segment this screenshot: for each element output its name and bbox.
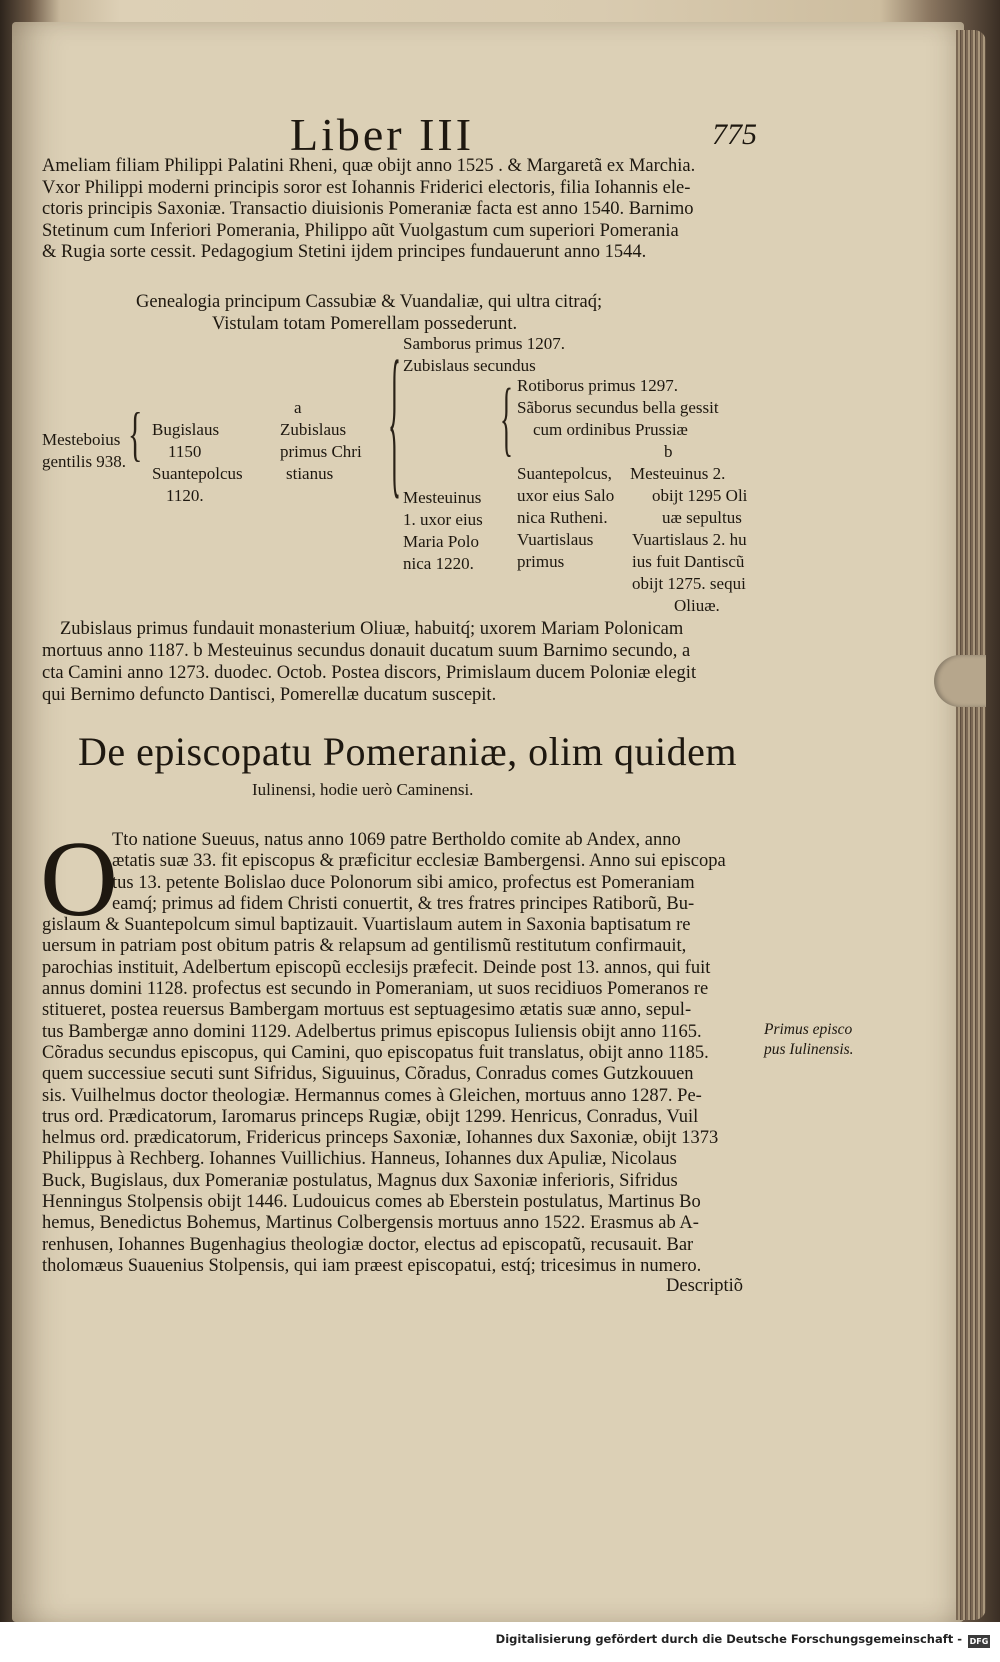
text-line: uersum in patriam post obitum patris & relapsum ad gentilismũ restitutum confirmauit, [42,936,687,957]
text-line: tus 13. petente Bolislao duce Polonorum sibi amico, profectus est Pomeraniam [112,872,695,893]
text-line: cta Camini anno 1273. duodec. Octob. Postea discors, Primislaum ducem Poloniæ elegit [42,663,697,683]
text-line: Tto natione Sueuus, natus anno 1069 patre Bertholdo comite ab Andex, anno [112,830,681,850]
gen-node: obijt 1275. sequi [632,574,746,593]
gen-node: Bugislaus [152,420,220,439]
dfg-logo: DFG [969,1637,989,1646]
gen-node: nica Rutheni. [517,508,608,527]
text-line: eamq́; primus ad fidem Christi conuertit, & tres fratres principes Ratiborũ, Bu- [112,893,695,914]
text-line: stitueret, postea reuersus Bambergam mortuus est septuagesimo ætatis suæ anno, sepul- [42,1000,692,1021]
margin-note-line: Primus episco [764,1021,853,1038]
gen-node: 1. uxor eius [403,510,483,529]
text-line: trus ord. Prædicatorum, Iaromarus princeps Rugiæ, obijt 1299. Henricus, Conradus, Vuil [42,1106,699,1127]
gen-node: 1150 [168,442,202,461]
gen-node: Zubislaus [280,420,347,439]
text-line: gislaum & Suantepolcum simul baptizauit. Vuartislaum autem in Saxonia baptisatum re [42,915,691,936]
gen-node: Maria Polo [403,532,480,551]
gen-root: Mesteboius [42,430,121,449]
gen-node: primus [517,552,565,571]
text-line: Ameliam filiam Philippi Palatini Rheni, quæ obijt anno 1525 . & Margaretã ex Marchia. [42,156,696,176]
text-line: tus Bambergæ anno domini 1129. Adelbertus primus episcopus Iuliensis obijt anno 1165. [42,1021,702,1042]
gen-root-date: gentilis 938. [42,452,127,471]
genealogy-title-2: Vistulam totam Pomerellam possederunt. [212,314,518,334]
text-line: parochias instituit, Adelbertum episcopũ ecclesijs præfecit. Deinde post 13. annos, qui fuit [42,957,711,978]
note-mark: b [664,442,673,461]
footer-credit: Digitalisierung gefördert durch die Deutsche Forschungsgemeinschaft - [495,1632,962,1646]
gen-node: uæ sepultus [662,508,742,527]
section-title: De episcopatu Pomeraniæ, olim quidem [78,729,737,774]
gen-node: primus Chri [280,442,362,461]
text-line: tholomæus Suauenius Stolpensis, qui iam præest episcopatui, estq́; tricesimus in numero. [42,1255,702,1276]
section-subtitle: Iulinensi, hodie uerò Caminensi. [252,780,474,799]
gen-node: cum ordinibus Prussiæ [533,420,688,439]
text-line: Henningus Stolpensis obijt 1446. Ludouicus comes ab Eberstein postulatus, Martinus Bo [42,1192,701,1213]
page-edges [956,30,986,1620]
text-line: annus domini 1128. profectus est secundo in Pomeraniam, ut suos recidiuos Pomeranos re [42,979,709,1000]
intro-paragraph [42,156,695,264]
note-mark: a [294,398,302,417]
margin-note [764,1020,854,1060]
text-line: Zubislaus primus fundauit monasterium Oliuæ, habuitq́; uxorem Mariam Polonicam [60,619,684,639]
book-tab [934,655,986,707]
text-line: ctoris principis Saxoniæ. Transactio diuisionis Pomeraniæ facta est anno 1540. Barnimo [42,199,694,219]
text-line: Cõradus secundus episcopus, qui Camini, quo episcopatus fuit translatus, obijt anno 1185. [42,1042,709,1063]
gen-node: stianus [286,464,334,483]
text-line: & Rugia sorte cessit. Pedagogium Stetini ijdem principes fundauerunt anno 1544. [42,242,647,262]
gen-node: Mesteuinus [403,488,482,507]
gen-node: Vuartislaus [517,530,594,549]
gen-node: Mesteuinus 2. [630,464,726,483]
gen-node: Suantepolcus, [517,464,612,483]
gen-node: Rotiborus primus 1297. [517,376,679,395]
text-line: Philippus à Rechberg. Iohannes Vuillichius. Hanneus, Iohannes dux Apuliæ, Nicolaus [42,1149,677,1170]
text-line: quem successiue secuti sunt Sifridus, Siguuinus, Cõradus, Conradus comes Gutzkouuen [42,1064,694,1085]
body-paragraph [40,820,726,1277]
gen-node: ius fuit Dantiscũ [632,552,745,571]
text-line: mortuus anno 1187. b Mesteuinus secundus donauit ducatum suum Barnimo secundo, a [42,641,691,661]
gen-node: Samborus primus 1207. [403,334,565,353]
gen-node: Sãborus secundus bella gessit [517,398,719,417]
bracket: { [500,371,513,465]
gen-node: Oliuæ. [674,596,720,615]
gen-node: Zubislaus secundus [403,356,536,375]
gen-node: Vuartislaus 2. hu [632,530,747,549]
text-line: qui Bernimo defuncto Dantisci, Pomerellæ ducatum suscepit. [42,685,497,705]
text-line: helmus ord. prædicatorum, Fridericus princeps Saxoniæ, Iohannes dux Saxoniæ, obijt 1373 [42,1128,719,1149]
text-line: sis. Vuilhelmus doctor theologiæ. Hermannus comes à Gleichen, mortuus anno 1287. Pe- [42,1085,702,1106]
text-line: Stetinum cum Inferiori Pomerania, Philippo aũt Vuolgastum cum superiori Pomerania [42,220,679,241]
gen-node: Suantepolcus [152,464,243,483]
bracket: { [128,401,143,467]
catchword: Descriptiõ [666,1276,744,1296]
gen-node: uxor eius Salo [517,486,615,505]
drop-cap: O [40,820,118,939]
text-line: renhusen, Iohannes Bugenhagius theologiæ doctor, electus ad episcopatũ, recusauit. Bar [42,1234,694,1255]
text-line: Vxor Philippi moderni principis soror est Iohannis Friderici electoris, filia Iohannis ele- [42,177,691,198]
gen-node: obijt 1295 Oli [652,486,748,505]
bracket: { [388,327,401,513]
text-line: ætatis suæ 33. fit episcopus & præficitur ecclesiæ Bambergensi. Anno sui episcopa [112,851,726,872]
running-head: Liber III [290,109,475,160]
page-number: 775 [712,118,757,151]
note-paragraph [42,618,696,706]
text-line: Buck, Bugislaus, dux Pomeraniæ postulatus, Magnus dux Saxoniæ inferioris, Sifridus [42,1170,678,1191]
text-line: hemus, Benedictus Bohemus, Martinus Colbergensis mortuus anno 1522. Erasmus ab A- [42,1213,699,1234]
gen-node: nica 1220. [403,554,474,573]
genealogy-title: Genealogia principum Cassubiæ & Vuandaliæ, qui ultra citraq́; [136,292,603,312]
margin-note-line: pus Iulinensis. [764,1041,854,1058]
gen-node: 1120. [166,486,204,505]
